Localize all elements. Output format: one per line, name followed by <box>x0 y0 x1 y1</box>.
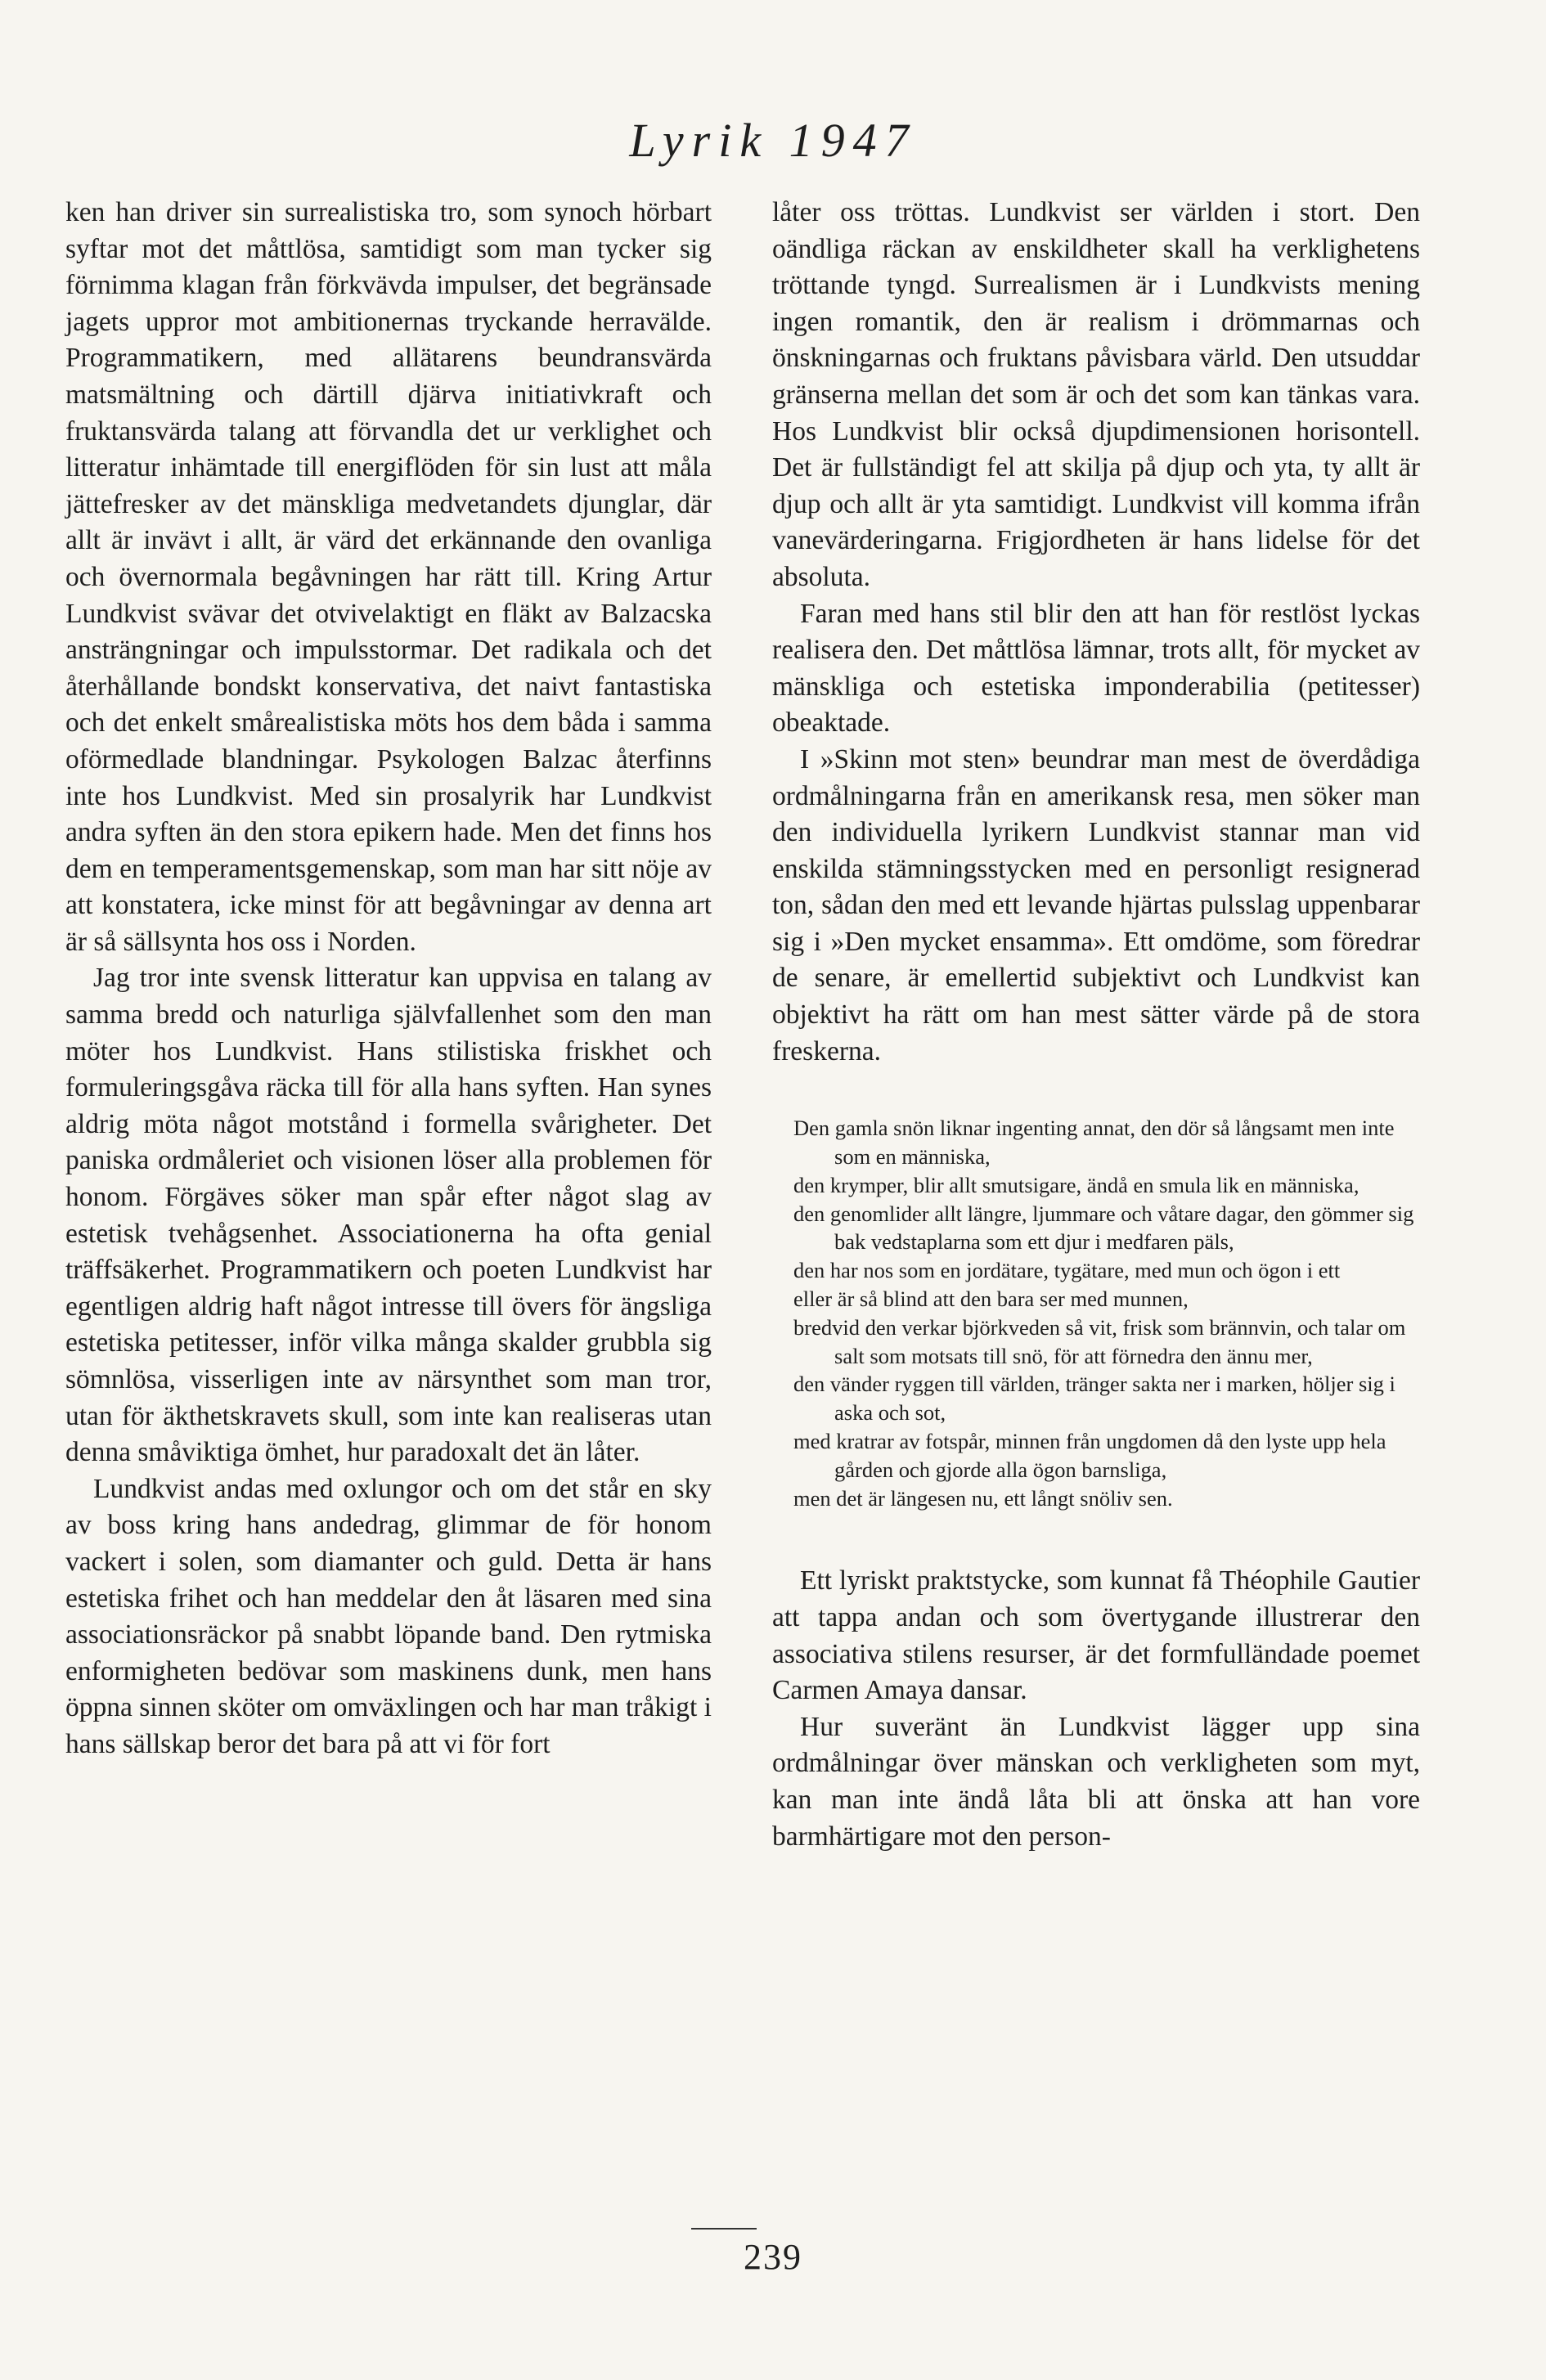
right-paragraph-3: I »Skinn mot sten» beundrar man mest de överdådiga ordmålningarna från en amerikansk resa, men söker man den individuella lyrikern Lundkvist stannar man vid enskilda stämningsstycken med en personligt resignerad ton, sådan den med ett levande hjärtas pulsslag uppenbarar sig i »Den mycket ensamma». Ett omdöme, som föredrar de senare, är emellertid subjektivt och Lundkvist kan objektivt ha rätt om han mest sätter värde på de stora freskerna. <box>772 743 1420 1067</box>
right-column <box>772 195 1420 1855</box>
right-paragraph-1: låter oss tröttas. Lundkvist ser världen i stort. Den oändliga räckan av enskildheter skall ha verklighetens tröttande tyngd. Surrealismen är i Lundkvists mening ingen romantik, den är realism i drömmarnas och önskningarnas och fruktans påvisbara värld. Den utsuddar gränserna mellan det som är och det som kan tänkas vara. Hos Lundkvist blir också djupdimensionen horisontell. Det är fullständigt fel att skilja på djup och yta, ty allt är djup och allt är yta samtidigt. Lundkvist vill komma ifrån vanevärderingarna. Frigjordheten är hans lidelse för det absoluta. <box>772 197 1420 592</box>
right-paragraph-5: Hur suveränt än Lundkvist lägger upp sina ordmålningar över mänskan och verkligheten som myt, kan man inte ändå låta bli att önska att han vore barmhärtigare mot den person- <box>772 1711 1420 1852</box>
poem-line: med kratrar av fotspår, minnen från ungdomen då den lyste upp hela gården och gjorde alla ögon barnsliga, <box>793 1429 1386 1482</box>
running-title: Lyrik 1947 <box>629 114 917 167</box>
poem-line: eller är så blind att den bara ser med munnen, <box>793 1287 1189 1312</box>
left-paragraph-3: Lundkvist andas med oxlungor och om det står en sky av boss kring hans andedrag, glimmar de för honom vackert i solen, som diamanter och guld. Detta är hans estetiska frihet och han meddelar den åt läsaren med sina associationsräckor på snabbt löpande band. Den rytmiska enformigheten bedövar som maskinens dunk, men hans öppna sinnen sköter om omväxlingen och har man tråkigt i hans sällskap beror det bara på att vi för fort <box>65 1473 712 1759</box>
left-paragraph-1: ken han driver sin surrealistiska tro, som synoch hörbart syftar mot det måttlösa, samtidigt som man tycker sig förnimma klagan från förkvävda impulser, det begränsade jagets uppror mot ambitionernas tryckande herravälde. Programmatikern, med allätarens beundransvärda matsmältning och därtill djärva initiativkraft och fruktansvärda talang att förvandla det ur verklighet och litteratur inhämtade till energiflöden för sin lust att måla jättefresker av det mänskliga medvetandets djunglar, där allt är invävt i allt, är värd det erkännande den ovanliga och övernormala begåvningen har rätt till. Kring Artur Lundkvist svävar det otvivelaktigt en fläkt av Balzacska ansträngningar och impulsstormar. Det radikala och det återhållande bondskt konservativa, det naivt fantastiska och det enkelt smårealistiska möts hos dem båda i samma oförmedlade blandningar. Psykologen Balzac återfinns inte hos Lundkvist. Med sin prosalyrik har Lundkvist andra syften än den stora epikern hade. Men det finns hos dem en temperamentsgemenskap, som man har sitt nöje av att konstatera, icke minst för att begåvningar av denna art är så sällsynta hos oss i Norden. <box>65 197 712 957</box>
poem-line: den har nos som en jordätare, tygätare, med mun och ögon i ett <box>793 1258 1341 1283</box>
after-poem-text <box>772 1563 1420 1855</box>
poem-quotation <box>793 1114 1420 1512</box>
poem-line: den vänder ryggen till världen, tränger sakta ner i marken, höljer sig i aska och sot, <box>793 1372 1395 1426</box>
left-column <box>65 195 712 1763</box>
right-paragraph-4: Ett lyriskt praktstycke, som kunnat få Théophile Gautier att tappa andan och som övertygande illustrerar den associativa stilens resurser, är det formfulländade poemet Carmen Amaya dansar. <box>772 1565 1420 1706</box>
poem-line: den krymper, blir allt smutsigare, ändå en smula lik en människa, <box>793 1172 1359 1197</box>
poem-line: men det är längesen nu, ett långt snöliv sen. <box>793 1485 1173 1511</box>
left-paragraph-2: Jag tror inte svensk litteratur kan uppvisa en talang av samma bredd och naturliga självfallenhet som den man möter hos Lundkvist. Hans stilistiska friskhet och formuleringsgåva räcka till för alla hans syften. Han synes aldrig möta något motstånd i formella svårigheter. Det paniska ordmåleriet och visionen löser alla problemen för honom. Förgäves söker man spår efter något slag av estetisk tvehågsenhet. Associationerna ha ofta genial träffsäkerhet. Programmatikern och poeten Lundkvist har egentligen aldrig haft något intresse till övers för ängsliga estetiska petitesser, inför vilka många skalder grubbla sig sömnlösa, visserligen inte av närsynthet som man tror, utan för äkthetskravets skull, som inte kan realiseras utan denna småviktiga ömhet, hur paradoxalt det än låter. <box>65 963 712 1468</box>
page-number: 239 <box>744 2237 802 2277</box>
right-paragraph-2: Faran med hans stil blir den att han för restlöst lyckas realisera den. Det måttlösa lämnar, trots allt, för mycket av mänskliga och estetiska imponderabilia (petitesser) obeaktade. <box>772 598 1420 739</box>
poem-line: den genomlider allt längre, ljummare och våtare dagar, den gömmer sig bak vedstaplarna som ett djur i medfaren päls, <box>793 1201 1414 1255</box>
poem-line: bredvid den verkar björkveden så vit, frisk som brännvin, och talar om salt som motsats till snö, för att förnedra den ännu mer, <box>793 1314 1406 1368</box>
folio-rule <box>691 2228 757 2230</box>
poem-line: Den gamla snön liknar ingenting annat, den dör så långsamt men inte som en människa, <box>793 1116 1395 1170</box>
